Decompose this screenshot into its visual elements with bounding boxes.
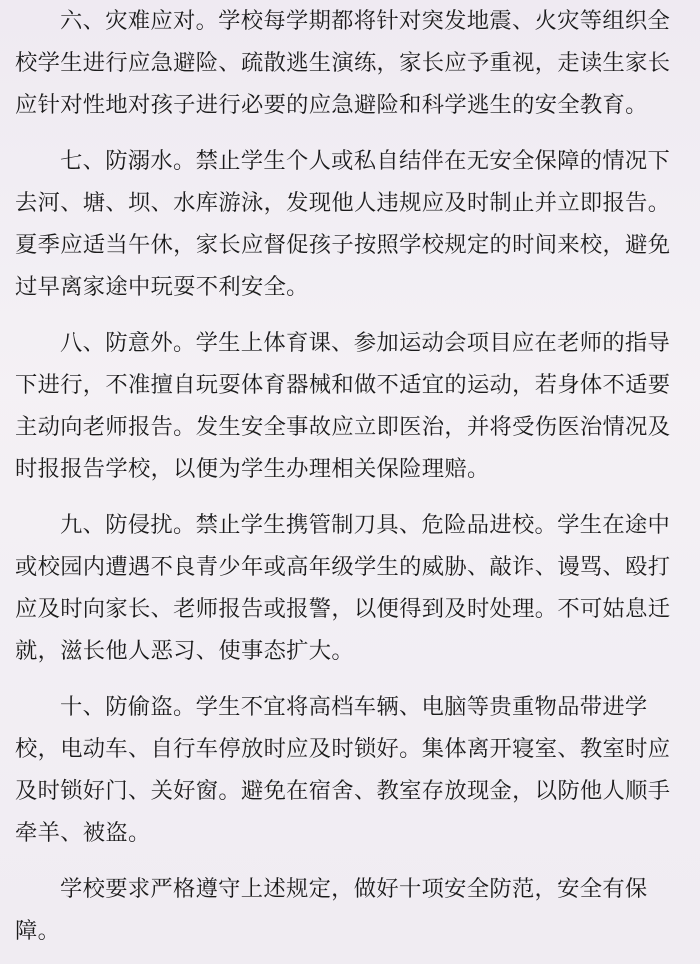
para-10-line-2: 校，电动车、自行车停放时应及时锁好。集体离开寝室、教室时应: [15, 736, 671, 762]
para-10-line-1: 十、防偷盗。学生不宜将高档车辆、电脑等贵重物品带进学: [60, 694, 648, 720]
para-7-line-2: 去河、塘、坝、水库游泳，发现他人违规应及时制止并立即报告。: [15, 190, 671, 216]
para-10-line-4: 牵羊、被盗。: [15, 820, 151, 846]
para-9-line-4: 就，滋长他人恶习、使事态扩大。: [15, 638, 354, 664]
para-8-line-2: 下进行，不准擅自玩耍体育器械和做不适宜的运动，若身体不适要: [15, 372, 671, 398]
para-8-line-1: 八、防意外。学生上体育课、参加运动会项目应在老师的指导: [60, 330, 671, 356]
para-6-line-2: 校学生进行应急避险、疏散逃生演练，家长应予重视，走读生家长: [15, 50, 671, 76]
closing-line-2: 障。: [15, 918, 61, 944]
para-7-line-4: 过早离家途中玩耍不利安全。: [15, 274, 309, 300]
para-8-line-4: 时报报告学校，以便为学生办理相关保险理赔。: [15, 456, 490, 482]
para-8-line-3: 主动向老师报告。发生安全事故应立即医治，并将受伤医治情况及: [15, 414, 671, 440]
para-9-line-1: 九、防侵扰。禁止学生携管制刀具、危险品进校。学生在途中: [60, 512, 671, 538]
para-7-line-1: 七、防溺水。禁止学生个人或私自结伴在无安全保障的情况下: [60, 148, 671, 174]
para-9-line-3: 应及时向家长、老师报告或报警，以便得到及时处理。不可姑息迁: [15, 596, 671, 622]
para-7-line-3: 夏季应适当午休，家长应督促孩子按照学校规定的时间来校，避免: [15, 232, 671, 258]
para-6-line-3: 应针对性地对孩子进行必要的应急避险和科学逃生的安全教育。: [15, 92, 648, 118]
para-6-line-1: 六、灾难应对。学校每学期都将针对突发地震、火灾等组织全: [60, 8, 671, 34]
para-10-line-3: 及时锁好门、关好窗。避免在宿舍、教室存放现金，以防他人顺手: [15, 778, 671, 804]
closing-line-1: 学校要求严格遵守上述规定，做好十项安全防范，安全有保: [60, 876, 648, 902]
para-9-line-2: 或校园内遭遇不良青少年或高年级学生的威胁、敲诈、谩骂、殴打: [15, 554, 671, 580]
